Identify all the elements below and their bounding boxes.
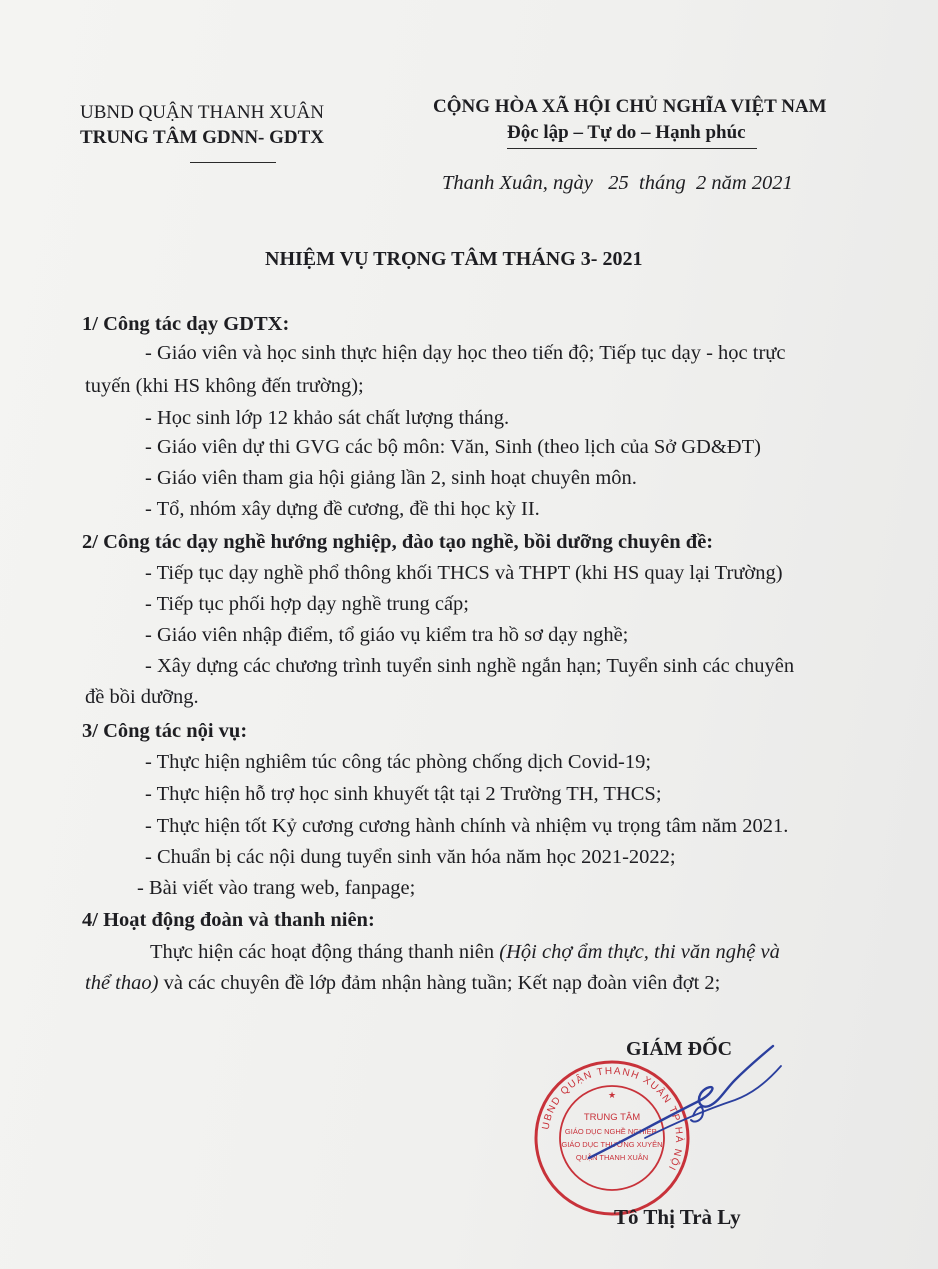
motto-underline	[507, 148, 757, 149]
section-2-line: đề bồi dưỡng.	[85, 686, 199, 708]
nation-title: CỘNG HÒA XÃ HỘI CHỦ NGHĨA VIỆT NAM	[433, 96, 827, 117]
section-3-line: - Thực hiện nghiêm túc công tác phòng chống dịch Covid-19;	[145, 751, 652, 773]
section-1-line: - Tổ, nhóm xây dựng đề cương, đề thi học kỳ II.	[145, 498, 540, 520]
handwritten-signature	[585, 1040, 785, 1170]
stamp-line: TRUNG TÂM	[583, 1112, 641, 1123]
section-4-paragraph-line2: thể thao) và các chuyên đề lớp đảm nhận hàng tuần; Kết nạp đoàn viên đợt 2;	[85, 972, 721, 994]
section-1-heading: 1/ Công tác dạy GDTX:	[82, 313, 290, 335]
section-3-line: - Thực hiện hỗ trợ học sinh khuyết tật tại 2 Trường TH, THCS;	[145, 783, 662, 805]
section-1-line: - Giáo viên và học sinh thực hiện dạy học theo tiến độ; Tiếp tục dạy - học trực	[145, 342, 786, 364]
org-unit: TRUNG TÂM GDNN- GDTX	[80, 127, 325, 148]
section-2-line: - Xây dựng các chương trình tuyển sinh nghề ngắn hạn; Tuyển sinh các chuyên	[145, 655, 795, 677]
stamp-line: GIÁO DỤC NGHỀ NGHIỆP-	[564, 1127, 660, 1136]
document-title: NHIỆM VỤ TRỌNG TÂM THÁNG 3- 2021	[265, 248, 643, 270]
nation-motto: Độc lập – Tự do – Hạnh phúc	[507, 122, 746, 143]
section-1-line: - Giáo viên dự thi GVG các bộ môn: Văn, Sinh (theo lịch của Sở GD&ĐT)	[145, 436, 761, 458]
section-2-line: - Tiếp tục dạy nghề phổ thông khối THCS và THPT (khi HS quay lại Trường)	[145, 562, 783, 584]
section-4-paragraph-line1: Thực hiện các hoạt động tháng thanh niên (Hội chợ ẩm thực, thi văn nghệ và	[150, 941, 780, 963]
section-4-heading: 4/ Hoạt động đoàn và thanh niên:	[82, 909, 375, 931]
stamp-line: QUẬN THANH XUÂN	[575, 1153, 649, 1162]
star-icon: ★	[607, 1090, 617, 1100]
org-name: UBND QUẬN THANH XUÂN	[80, 102, 325, 123]
section-3-line: - Chuẩn bị các nội dung tuyển sinh văn hóa năm học 2021-2022;	[145, 846, 676, 868]
signatory-position: GIÁM ĐỐC	[626, 1038, 733, 1060]
section-2-heading: 2/ Công tác dạy nghề hướng nghiệp, đào tạo nghề, bồi dưỡng chuyên đề:	[82, 531, 714, 553]
stamp-line: GIÁO DỤC THƯỜNG XUYÊN	[561, 1140, 663, 1149]
stamp-outer-text: UBND QUẬN THANH XUÂN TP HÀ NỘI	[540, 1065, 685, 1173]
section-3-line: - Thực hiện tốt Kỷ cương cương hành chính và nhiệm vụ trọng tâm năm 2021.	[145, 815, 789, 837]
section-2-line: - Tiếp tục phối hợp dạy nghề trung cấp;	[145, 593, 469, 615]
org-underline	[190, 162, 276, 163]
section-1-line: - Học sinh lớp 12 khảo sát chất lượng tháng.	[145, 407, 510, 429]
section-3-line: - Bài viết vào trang web, fanpage;	[137, 877, 416, 899]
section-1-line: - Giáo viên tham gia hội giảng lần 2, sinh hoạt chuyên môn.	[145, 467, 637, 489]
section-1-line: tuyến (khi HS không đến trường);	[85, 375, 364, 397]
section-2-line: - Giáo viên nhập điểm, tổ giáo vụ kiểm tra hồ sơ dạy nghề;	[145, 624, 629, 646]
section-3-heading: 3/ Công tác nội vụ:	[82, 720, 248, 742]
signatory-name: Tô Thị Trà Ly	[614, 1205, 741, 1229]
date-line: Thanh Xuân, ngày 25 tháng 2 năm 2021	[442, 172, 793, 194]
